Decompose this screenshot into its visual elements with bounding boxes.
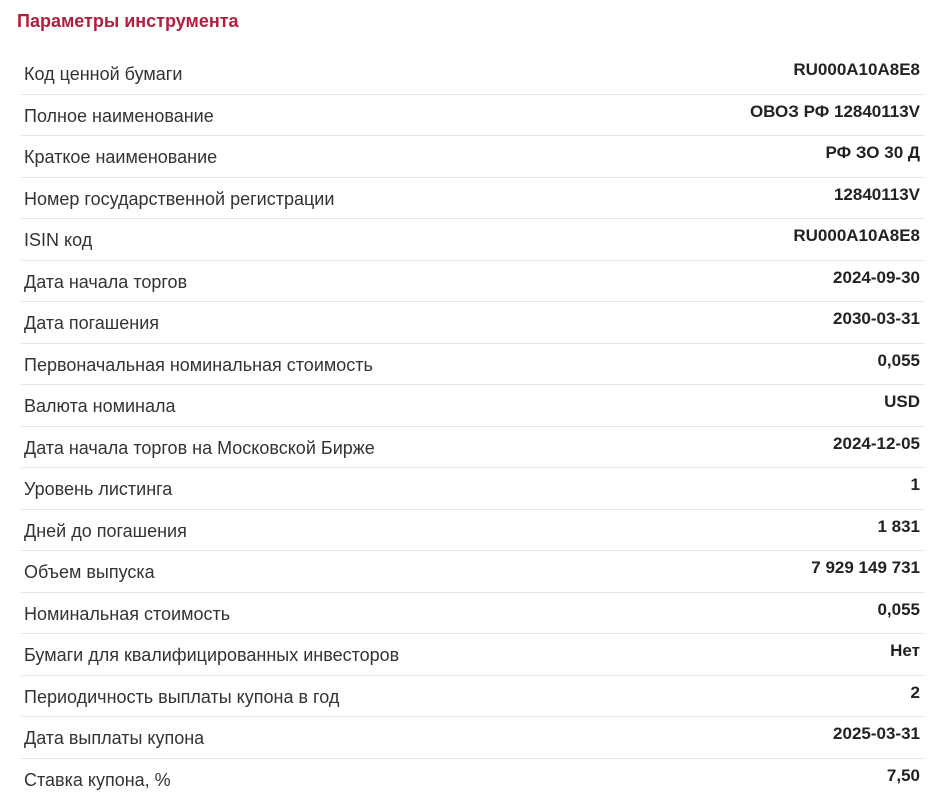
param-value: 1 831 [877,517,920,537]
param-value: RU000A10A8E8 [793,226,920,246]
param-row-trading-start-date [21,261,925,303]
param-value: 2 [911,683,920,703]
param-value: 2030-03-31 [833,309,920,329]
param-label: Уровень листинга [24,479,172,499]
param-row-registration-number [21,178,925,220]
param-value: 12840113V [834,185,920,205]
param-label: Периодичность выплаты купона в год [24,687,339,707]
param-label: Дата выплаты купона [24,728,204,748]
param-label: Бумаги для квалифицированных инвесторов [24,645,399,665]
param-label: Объем выпуска [24,562,155,582]
param-value: RU000A10A8E8 [793,60,920,80]
param-row-moex-trading-start [21,427,925,469]
param-value: ОВОЗ РФ 12840113V [750,102,920,122]
param-row-isin [21,219,925,261]
param-label: Дата начала торгов на Московской Бирже [24,438,375,458]
param-row-coupon-rate [21,759,925,800]
section-title: Параметры инструмента [17,10,239,32]
param-row-coupon-frequency [21,676,925,718]
param-label: Дата начала торгов [24,272,187,292]
param-row-short-name [21,136,925,178]
param-value: 2024-09-30 [833,268,920,288]
param-value: USD [884,392,920,412]
param-label: Дней до погашения [24,521,187,541]
param-label: Номер государственной регистрации [24,189,334,209]
param-label: Краткое наименование [24,147,217,167]
param-row-security-code [21,53,925,95]
param-label: Код ценной бумаги [24,64,182,84]
param-label: ISIN код [24,230,92,250]
param-row-listing-level [21,468,925,510]
param-value: 1 [911,475,920,495]
param-value: 7 929 149 731 [811,558,920,578]
parameters-table [21,53,925,800]
param-row-qualified-investors [21,634,925,676]
param-row-face-value [21,593,925,635]
param-label: Первоначальная номинальная стоимость [24,355,373,375]
param-row-issue-volume [21,551,925,593]
param-value: РФ ЗО 30 Д [826,143,920,163]
param-value: 0,055 [877,351,920,371]
param-row-face-currency [21,385,925,427]
param-label: Ставка купона, % [24,770,171,790]
param-value: Нет [890,641,920,661]
param-row-maturity-date [21,302,925,344]
param-label: Номинальная стоимость [24,604,230,624]
param-row-days-to-maturity [21,510,925,552]
param-value: 0,055 [877,600,920,620]
param-label: Дата погашения [24,313,159,333]
param-row-full-name [21,95,925,137]
param-row-coupon-payment-date [21,717,925,759]
param-value: 2025-03-31 [833,724,920,744]
param-value: 7,50 [887,766,920,786]
param-label: Полное наименование [24,106,214,126]
param-value: 2024-12-05 [833,434,920,454]
param-label: Валюта номинала [24,396,176,416]
param-row-initial-face-value [21,344,925,386]
